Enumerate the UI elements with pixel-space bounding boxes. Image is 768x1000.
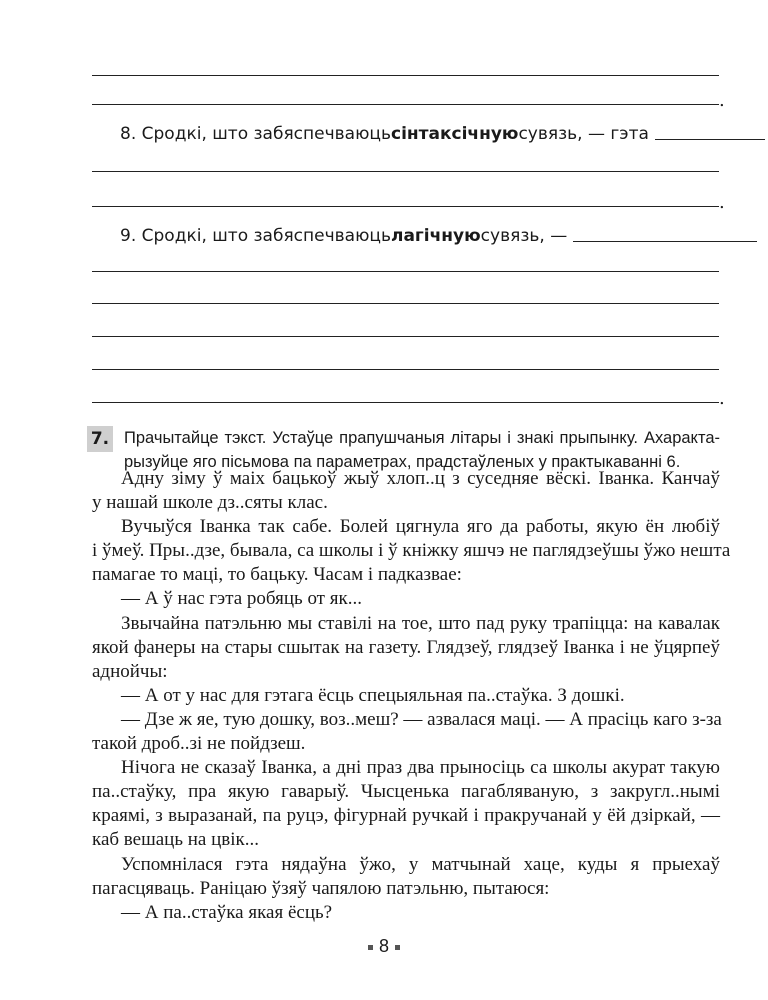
item-text: Сродкі, што забяспечваюць xyxy=(141,226,391,246)
answer-line[interactable] xyxy=(92,369,719,370)
answer-line[interactable] xyxy=(92,104,719,105)
item-bold-term: лагічную xyxy=(391,226,481,246)
period: . xyxy=(719,192,725,213)
answer-line[interactable] xyxy=(92,271,719,272)
square-ornament xyxy=(368,945,373,950)
answer-line[interactable] xyxy=(92,75,719,76)
page-number-value: 8 xyxy=(378,936,389,956)
instruction-line: Прачытайце тэкст. Устаўце прапушчаныя літары і знакі прыпынку. Ахаракта- xyxy=(124,429,720,447)
answer-blank[interactable] xyxy=(573,240,757,242)
exercise-number-badge: 7. xyxy=(87,426,113,452)
paragraph-line: якой фанеры на стары сшытак на газету. Глядзеў, глядзеў Іванка і не ўцярпеў xyxy=(92,636,720,658)
paragraph-line: Успомнілася гэта нядаўна ўжо, у матчынай хаце, куды я прыехаў xyxy=(121,853,720,875)
paragraph-line: аднойчы: xyxy=(92,660,168,682)
answer-line[interactable] xyxy=(92,402,719,403)
paragraph-line: такой дроб..зі не пойдзеш. xyxy=(92,733,306,755)
answer-blank[interactable] xyxy=(655,138,765,140)
paragraph-line: — А па..стаўка якая ёсць? xyxy=(121,901,333,923)
square-ornament xyxy=(395,945,400,950)
item-text: сувязь, — гэта xyxy=(518,124,649,144)
item-bold-term: сінтаксічную xyxy=(391,124,519,144)
paragraph-line: — Дзе ж яе, тую дошку, воз..меш? — азвалася маці. — А прасіць каго з-за xyxy=(121,708,722,730)
paragraph-line: па..стаўку, пра якую гаварыў. Чысценька пагабляваную, з закругл..нымі xyxy=(92,781,720,803)
item-text: Сродкі, што забяспечваюць xyxy=(141,124,391,144)
paragraph-line: і ўмеў. Пры..дзе, бывала, са школы і ў кніжку яшчэ не паглядзеўшы ўжо нешта xyxy=(92,540,731,562)
paragraph-line: — А ў нас гэта робяць от як... xyxy=(121,588,362,610)
page-number xyxy=(0,936,768,957)
paragraph-line: Вучыўся Іванка так сабе. Болей цягнула яго да работы, якую ён любіў xyxy=(121,516,720,538)
answer-line[interactable] xyxy=(92,206,719,207)
paragraph-line: Адну зіму ў маіх бацькоў жыў хлоп..ц з суседняе вёскі. Іванка. Канчаў xyxy=(121,468,720,489)
paragraph-line: каб вешаць на цвік... xyxy=(92,829,259,851)
answer-line[interactable] xyxy=(92,336,719,337)
item-9 xyxy=(120,226,757,246)
paragraph-line: Звычайна патэльню мы ставілі на тое, што пад руку трапіцца: на кавалак xyxy=(121,612,720,634)
answer-line[interactable] xyxy=(92,171,719,172)
answer-line[interactable] xyxy=(92,303,719,304)
paragraph-line: памагае то маці, то бацьку. Часам і падказвае: xyxy=(92,564,462,586)
item-number: 8. xyxy=(120,124,137,144)
exercise-text xyxy=(92,467,731,925)
item-8 xyxy=(120,124,765,144)
paragraph-line: пагасцяваць. Раніцаю ўзяў чапялою патэльню, пытаюся: xyxy=(92,877,550,899)
period: . xyxy=(719,90,725,111)
item-number: 9. xyxy=(120,226,137,246)
period: . xyxy=(719,388,725,409)
paragraph-line: краямі, з выразанай, па руцэ, фігурнай ручкай і пракручанай у ёй дзіркай, — xyxy=(92,805,720,827)
instruction-line: рызуйце яго пісьмова па параметрах, прадстаўленых у практыкаванні 6. xyxy=(124,453,681,471)
item-text: сувязь, — xyxy=(480,226,568,246)
paragraph-line: у нашай школе дз..сяты клас. xyxy=(92,492,328,514)
paragraph-line: Нічога не сказаў Іванка, а дні праз два прыносіць са школы акурат такую xyxy=(121,757,720,779)
paragraph-line: — А от у нас для гэтага ёсць спецыяльная па..стаўка. З дошкі. xyxy=(121,684,625,706)
